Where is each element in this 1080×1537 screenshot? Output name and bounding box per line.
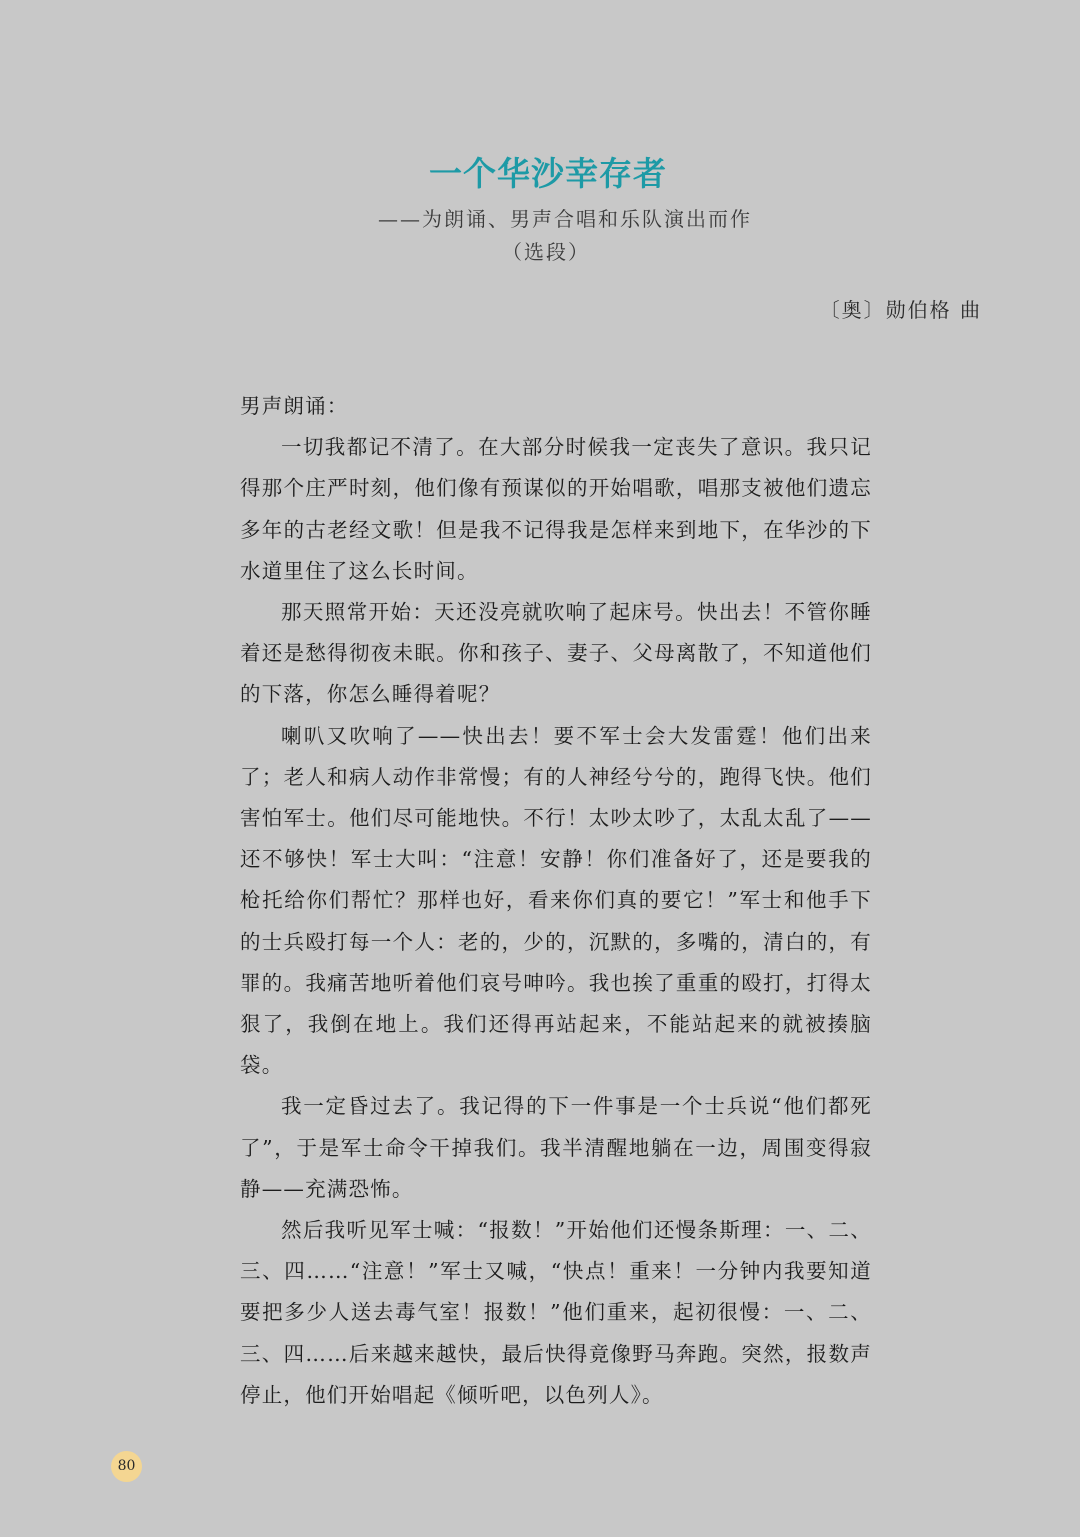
composer-credit: 〔奥〕勋伯格 曲	[819, 298, 982, 322]
page-number-badge: 80	[111, 1451, 142, 1482]
body-text	[240, 386, 872, 1416]
paragraph-4: 我一定昏过去了。我记得的下一件事是一个士兵说“他们都死了”，于是军士命令干掉我们。我半清醒地躺在一边，周围变得寂静——充满恐怖。	[240, 1094, 872, 1201]
paragraph-5: 然后我听见军士喊：“报数！”开始他们还慢条斯理：一、二、三、四……“注意！”军士又喊，“快点！重来！一分钟内我要知道要把多少人送去毒气室！报数！”他们重来，起初很慢：一、二、三、四……后来越来越快，最后快得竟像野马奔跑。突然，报数声停止，他们开始唱起《倾听吧，以色列人》。	[240, 1218, 872, 1407]
page-title: 一个华沙幸存者	[429, 154, 667, 193]
paragraph-3: 喇叭又吹响了——快出去！要不军士会大发雷霆！他们出来了；老人和病人动作非常慢；有的人神经兮兮的，跑得飞快。他们害怕军士。他们尽可能地快。不行！太吵太吵了，太乱太乱了——还不够快！军士大叫：“注意！安静！你们准备好了，还是要我的枪托给你们帮忙？那样也好，看来你们真的要它！”军士和他手下的士兵殴打每一个人：老的，少的，沉默的，多嘴的，清白的，有罪的。我痛苦地听着他们哀号呻吟。我也挨了重重的殴打，打得太狠了，我倒在地上。我们还得再站起来，不能站起来的就被揍脑袋。	[240, 723, 872, 1078]
speaker-label: 男声朗诵：	[240, 394, 349, 418]
excerpt-note: （选段）	[502, 240, 590, 264]
paragraph-2: 那天照常开始：天还没亮就吹响了起床号。快出去！不管你睡着还是愁得彻夜未眠。你和孩子、妻子、父母离散了，不知道他们的下落，你怎么睡得着呢？	[240, 600, 872, 707]
paragraph-1: 一切我都记不清了。在大部分时候我一定丧失了意识。我只记得那个庄严时刻，他们像有预谋似的开始唱歌，唱那支被他们遗忘多年的古老经文歌！但是我不记得我是怎样来到地下，在华沙的下水道里住了这么长时间。	[240, 435, 872, 583]
page-subtitle: ——为朗诵、男声合唱和乐队演出而作	[378, 207, 752, 231]
